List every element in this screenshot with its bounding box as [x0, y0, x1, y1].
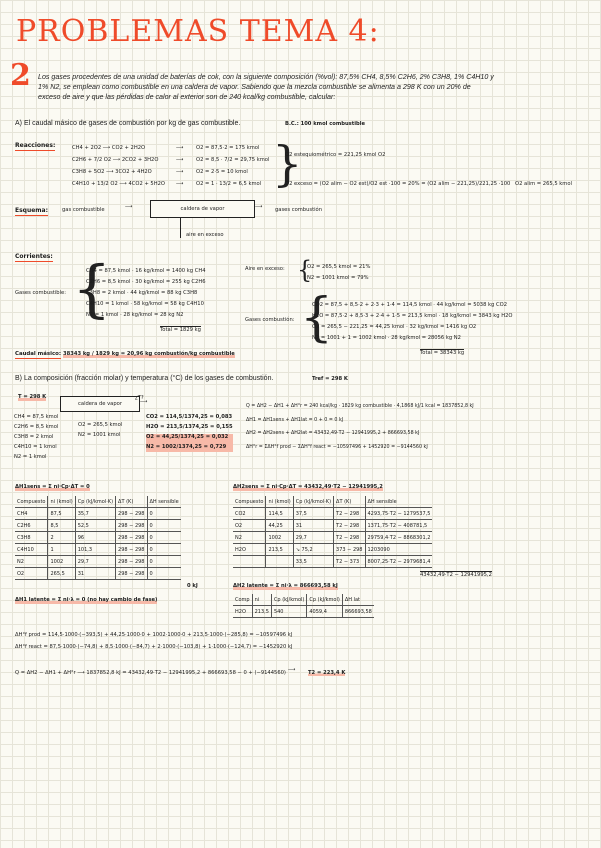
- air-o2: O2 = 265,5 kmol = 21%: [307, 264, 371, 270]
- energy-line-dh2: ΔH2 = ΔH2sens + ΔH2lat = 43432,49·T2 − 12941995,2 + 866693,58 kJ: [246, 431, 420, 436]
- cell: 265,5: [48, 568, 75, 580]
- o2-stoich: O2 estequiométrico = 221,25 kmol O2: [285, 152, 386, 158]
- cell: 87,5: [48, 508, 75, 520]
- fuel-c4h10: C4H10 = 1 kmol · 58 kg/kmol = 58 kg C4H10: [86, 301, 204, 307]
- question-a: A) El caudal másico de gases de combustión por kg de gas combustible.: [15, 120, 241, 127]
- reactions-label: Reacciones:: [15, 142, 56, 149]
- formation-reactants: ΔH°f react = 87,5·1000·(−74,8) + 8,5·1000·(−84,7) + 2·1000·(−103,8) + 1·1000·(−124,7) = −1452920 kJ: [15, 644, 293, 650]
- tref-note: Tref = 298 K: [312, 376, 348, 382]
- col-compuesto: Compuesto: [233, 496, 266, 508]
- arrow-b: ⟶: [140, 399, 148, 405]
- cell: ΔH lat: [342, 594, 374, 606]
- cell: 1002: [266, 532, 293, 544]
- t-in-label: T = 298 K: [18, 394, 47, 400]
- reaction-c3h8: C3H8 + 5O2 ⟶ 3CO2 + 4H2O: [72, 169, 152, 175]
- table-row: [15, 556, 181, 568]
- cell: H2O: [233, 544, 266, 556]
- col-cp: Cp (kJ/kmol·K): [293, 496, 333, 508]
- reactions-brace: }: [272, 136, 303, 192]
- o2-c3h8: O2 = 2·5 = 10 kmol: [196, 169, 248, 175]
- cell: 213,5: [266, 544, 293, 556]
- final-answer: T2 = 223,4 K: [308, 670, 346, 676]
- cell: T2 − 298: [334, 532, 365, 544]
- gases-label: Gases combustión:: [245, 317, 295, 323]
- cell: 298 − 298: [116, 568, 147, 580]
- o2-c2h6: O2 = 8,5 · 7/2 = 29,75 kmol: [196, 157, 270, 163]
- energy-line-dhr: ΔH°r = ΣΔH°f prod − ΣΔH°f react = −10597496 + 1452920 = −9144560 kJ: [246, 444, 428, 450]
- cell: 8007,25·T2 − 2979681,4: [365, 556, 432, 568]
- cell: 4059,4: [307, 606, 342, 618]
- table-row: [233, 532, 432, 544]
- cell: 0: [147, 508, 181, 520]
- col-dt: ΔT (K): [116, 496, 147, 508]
- table-row: [15, 568, 181, 580]
- table-row: [233, 556, 432, 568]
- reaction-c4h10: C4H10 + 13/2 O2 ⟶ 4CO2 + 5H2O: [72, 181, 166, 187]
- cell: 31: [75, 568, 115, 580]
- energy-line-q: Q = ΔH2 − ΔH1 + ΔH°r = 240 kcal/kg · 1829 kg combustible · 4,1868 kJ/1 kcal = 1837852,8 kJ: [246, 404, 474, 409]
- cell: 29,7: [293, 532, 333, 544]
- fuel-c2h6: C2H6 = 8,5 kmol · 30 kg/kmol = 255 kg C2H6: [86, 279, 206, 285]
- gases-mass-list: [312, 300, 513, 344]
- gas-n2: N2 = 1001 + 1 = 1002 kmol · 28 kg/kmol = 28056 kg N2: [312, 335, 461, 341]
- fuel-mass-list: [86, 266, 206, 321]
- basis-note: B.C.: 100 kmol combustible: [285, 121, 366, 127]
- energy-balance: [246, 400, 474, 454]
- cell: 4293,75·T2 − 1279537,5: [365, 508, 432, 520]
- table-row: [15, 532, 181, 544]
- cell: 29,7: [75, 556, 115, 568]
- statement-line-3: exceso de aire y que las pérdidas de calor al exterior son de 240 kcal/kg combustible, calcular:: [38, 93, 336, 102]
- cell: 866693,58: [342, 606, 374, 618]
- cell: O2: [233, 520, 266, 532]
- cell: 1: [48, 544, 75, 556]
- cell: 35,7: [75, 508, 115, 520]
- left-table-header: [15, 496, 181, 508]
- air-brace: {: [297, 256, 313, 284]
- cell: 0: [147, 520, 181, 532]
- col-dh: ΔH sensible: [365, 496, 432, 508]
- scheme-input: gas combustible: [62, 207, 105, 213]
- cell: 540: [271, 606, 306, 618]
- air-kmol-n2: N2 = 1001 kmol: [78, 432, 121, 438]
- fuel-brace: {: [72, 252, 112, 325]
- col-cp: Cp (kJ/kmol·K): [75, 496, 115, 508]
- cell: O2: [15, 568, 48, 580]
- cell: 0: [147, 556, 181, 568]
- cell: T2 − 373: [334, 556, 365, 568]
- cell: N2: [15, 556, 48, 568]
- cell: Comp: [233, 594, 252, 606]
- cell: 1371,75·T2 − 408781,5: [365, 520, 432, 532]
- col-ni: ni (kmol): [266, 496, 293, 508]
- result-a: 38343 kg / 1829 kg = 20,96 kg combustión/kg combustible: [63, 351, 235, 357]
- fuel-kmol-n2: N2 = 1 kmol: [14, 454, 47, 460]
- cell: 114,5: [266, 508, 293, 520]
- scheme-output: gases combustión: [275, 207, 323, 213]
- cell: 29759,4·T2 − 8868301,2: [365, 532, 432, 544]
- fraction-o2: O2 = 44,25/1374,25 = 0,032: [146, 434, 229, 440]
- problem-statement: [38, 72, 598, 102]
- table-row: [15, 520, 181, 532]
- cell: T2 − 298: [334, 508, 365, 520]
- cell: H2O: [233, 606, 252, 618]
- cell: C2H6: [15, 520, 48, 532]
- fuel-kmol-c4h10: C4H10 = 1 kmol: [14, 444, 57, 450]
- fuel-c3h8: C3H8 = 2 kmol · 44 kg/kmol = 88 kg C3H8: [86, 290, 198, 296]
- reaction-ch4: CH4 + 2O2 ⟶ CO2 + 2H2O: [72, 145, 146, 151]
- cell: [233, 556, 266, 568]
- cell: 8,5: [48, 520, 75, 532]
- latent-table: [233, 594, 374, 618]
- cell: 52,5: [75, 520, 115, 532]
- boiler-box-b: caldera de vapor: [60, 396, 140, 412]
- col-ni: ni (kmol): [48, 496, 75, 508]
- gases-total: Total = 38343 kg: [420, 350, 465, 356]
- fuel-total: Total = 1829 kg: [160, 327, 201, 333]
- left-table-total: 0 kJ: [187, 583, 198, 589]
- air-label: Aire en exceso:: [245, 266, 285, 272]
- table-row: [15, 508, 181, 520]
- fuel-ch4: CH4 = 87,5 kmol · 16 kg/kmol = 1400 kg CH4: [86, 268, 206, 274]
- cell: 298 − 298: [116, 520, 147, 532]
- cell: 96: [75, 532, 115, 544]
- table-row: [233, 544, 432, 556]
- fuel-kmol-c3h8: C3H8 = 2 kmol: [14, 434, 54, 440]
- cell: 298 − 298: [116, 508, 147, 520]
- fraction-co2: CO2 = 114,5/1374,25 = 0,083: [146, 414, 233, 420]
- final-arrow: ⟶: [288, 667, 296, 673]
- cell: T2 − 298: [334, 520, 365, 532]
- gas-o2: O2 = 265,5 − 221,25 = 44,25 kmol · 32 kg/kmol = 1416 kg O2: [312, 324, 477, 330]
- right-table-header: [233, 496, 432, 508]
- cell: 298 − 298: [116, 556, 147, 568]
- t-out-label: ¿T?: [135, 395, 144, 401]
- o2-c4h10: O2 = 1 · 13/2 = 6,5 kmol: [196, 181, 262, 187]
- cell: Cp (kJ/kmol): [307, 594, 342, 606]
- col-dt: ΔT (K): [334, 496, 365, 508]
- right-table-total: 43432,49·T2 − 12941995,2: [420, 572, 492, 578]
- cell: 373 − 298: [334, 544, 365, 556]
- formation-products: ΔH°f prod = 114,5·1000·(−393,5) + 44,25·1000·0 + 1002·1000·0 + 213,5·1000·(−285,8) = −10597496 kJ: [15, 632, 293, 638]
- reaction-list: [72, 142, 165, 190]
- left-latent: ΔH1 latente = Σ ni·λ = 0 (no hay cambio de fase): [15, 597, 158, 603]
- cell: 1002: [48, 556, 75, 568]
- scheme-arrow-in: ⟶: [125, 204, 133, 210]
- left-sensible-table: [15, 496, 181, 580]
- question-b: B) La composición (fracción molar) y temperatura (°C) de los gases de combustión.: [15, 375, 274, 382]
- air-n2: N2 = 1001 kmol = 79%: [307, 275, 369, 281]
- gas-co2: CO2 = 87,5 + 8,5·2 + 2·3 + 1·4 = 114,5 kmol · 44 kg/kmol = 5038 kg CO2: [312, 302, 508, 308]
- page-title: PROBLEMAS TEMA 4:: [16, 14, 380, 49]
- o2-excess-eq: O2 exceso = (O2 alim − O2 est)/O2 est ·100 = 20% = (O2 alim − 221,25)/221,25 ·100: [285, 181, 511, 187]
- table-row: [233, 508, 432, 520]
- cell: 2: [48, 532, 75, 544]
- scheme-label: Esquema:: [15, 207, 49, 214]
- gases-brace: {: [300, 288, 334, 348]
- fraction-n2: N2 = 1002/1374,25 = 0,729: [146, 444, 227, 450]
- currents-label: Corrientes:: [15, 253, 53, 260]
- right-table-title: ΔH2sens = Σ ni·Cp·ΔT = 43432,49·T2 − 12941995,2: [233, 484, 383, 490]
- cell: N2: [233, 532, 266, 544]
- o2-ch4: O2 = 87,5·2 = 175 kmol: [196, 145, 260, 151]
- gas-h2o: H2O = 87,5·2 + 8,5·3 + 2·4 + 1·5 = 213,5 kmol · 18 kg/kmol = 3843 kg H2O: [312, 313, 513, 319]
- o2-needed-list: [196, 142, 269, 190]
- molar-fractions: [146, 412, 233, 452]
- statement-line-2: 1% N2, se emplean como combustible en una caldera de vapor. Sabiendo que la mezcla combustible se alimenta a 298 K con un 20% de: [38, 83, 471, 92]
- latent-header: [233, 594, 374, 606]
- energy-line-dh1: ΔH1 = ΔH1sens + ΔH1lat = 0 + 0 = 0 kJ: [246, 417, 344, 423]
- fuel-n2: N2 = 1 kmol · 28 kg/kmol = 28 kg N2: [86, 312, 184, 318]
- left-table-title: ΔH1sens = Σ ni·Cp·ΔT = 0: [15, 484, 90, 490]
- cell: ni: [252, 594, 271, 606]
- air-kmol-list: [78, 420, 122, 440]
- right-sensible-table: [233, 496, 432, 568]
- cell: 0: [147, 532, 181, 544]
- cell: Cp (kJ/kmol): [271, 594, 306, 606]
- scheme-boiler-box: caldera de vapor: [150, 200, 255, 218]
- problem-number: 2: [10, 58, 31, 93]
- cell: 298 − 298: [116, 544, 147, 556]
- cell: [266, 556, 293, 568]
- table-row: [15, 544, 181, 556]
- scheme-air-line: [180, 218, 181, 238]
- statement-line-1: Los gases procedentes de una unidad de baterías de cok, con la siguiente composición (%vol): 87,5% CH4, 8,5% C2H6, 2% C3H8, 1% C4H10 y: [38, 73, 494, 81]
- cell: 1203090: [365, 544, 432, 556]
- o2-result: O2 alim = 265,5 kmol: [515, 181, 572, 187]
- fraction-h2o: H2O = 213,5/1374,25 = 0,155: [146, 424, 233, 430]
- cell: 44,25: [266, 520, 293, 532]
- cell: 0: [147, 568, 181, 580]
- fuel-label: Gases combustible:: [15, 290, 66, 296]
- fuel-kmol-ch4: CH4 = 87,5 kmol: [14, 414, 59, 420]
- table-row: [233, 520, 432, 532]
- fuel-kmol-list: [14, 412, 58, 462]
- col-compuesto: Compuesto: [15, 496, 48, 508]
- cell: 298 − 298: [116, 532, 147, 544]
- cell: C3H8: [15, 532, 48, 544]
- cell: CH4: [15, 508, 48, 520]
- cell: ↘ 75,2: [293, 544, 333, 556]
- cell: 33,5: [293, 556, 333, 568]
- fuel-kmol-c2h6: C2H6 = 8,5 kmol: [14, 424, 59, 430]
- cell: 213,5: [252, 606, 271, 618]
- arrows: ⟶ ⟶ ⟶ ⟶: [176, 145, 184, 187]
- scheme-air: aire en exceso: [186, 232, 224, 238]
- table-row: [233, 606, 374, 618]
- scheme-arrow-out: ⟶: [255, 204, 263, 210]
- cell: 0: [147, 544, 181, 556]
- air-list: [307, 262, 370, 284]
- col-dh: ΔH sensible: [147, 496, 181, 508]
- cell: 31: [293, 520, 333, 532]
- cell: C4H10: [15, 544, 48, 556]
- reaction-c2h6: C2H6 + 7/2 O2 ⟶ 2CO2 + 3H2O: [72, 157, 159, 163]
- cell: 101,3: [75, 544, 115, 556]
- air-kmol-o2: O2 = 265,5 kmol: [78, 422, 123, 428]
- cell: CO2: [233, 508, 266, 520]
- final-equation: Q = ΔH2 − ΔH1 + ΔH°r ⟶ 1837852,8 kJ = 43432,49·T2 − 12941995,2 + 866693,58 − 0 + (−9144560): [15, 670, 286, 676]
- result-label: Caudal másico:: [15, 351, 62, 357]
- cell: 37,5: [293, 508, 333, 520]
- latent-title: ΔH2 latente = Σ ni·λ = 866693,58 kJ: [233, 583, 338, 589]
